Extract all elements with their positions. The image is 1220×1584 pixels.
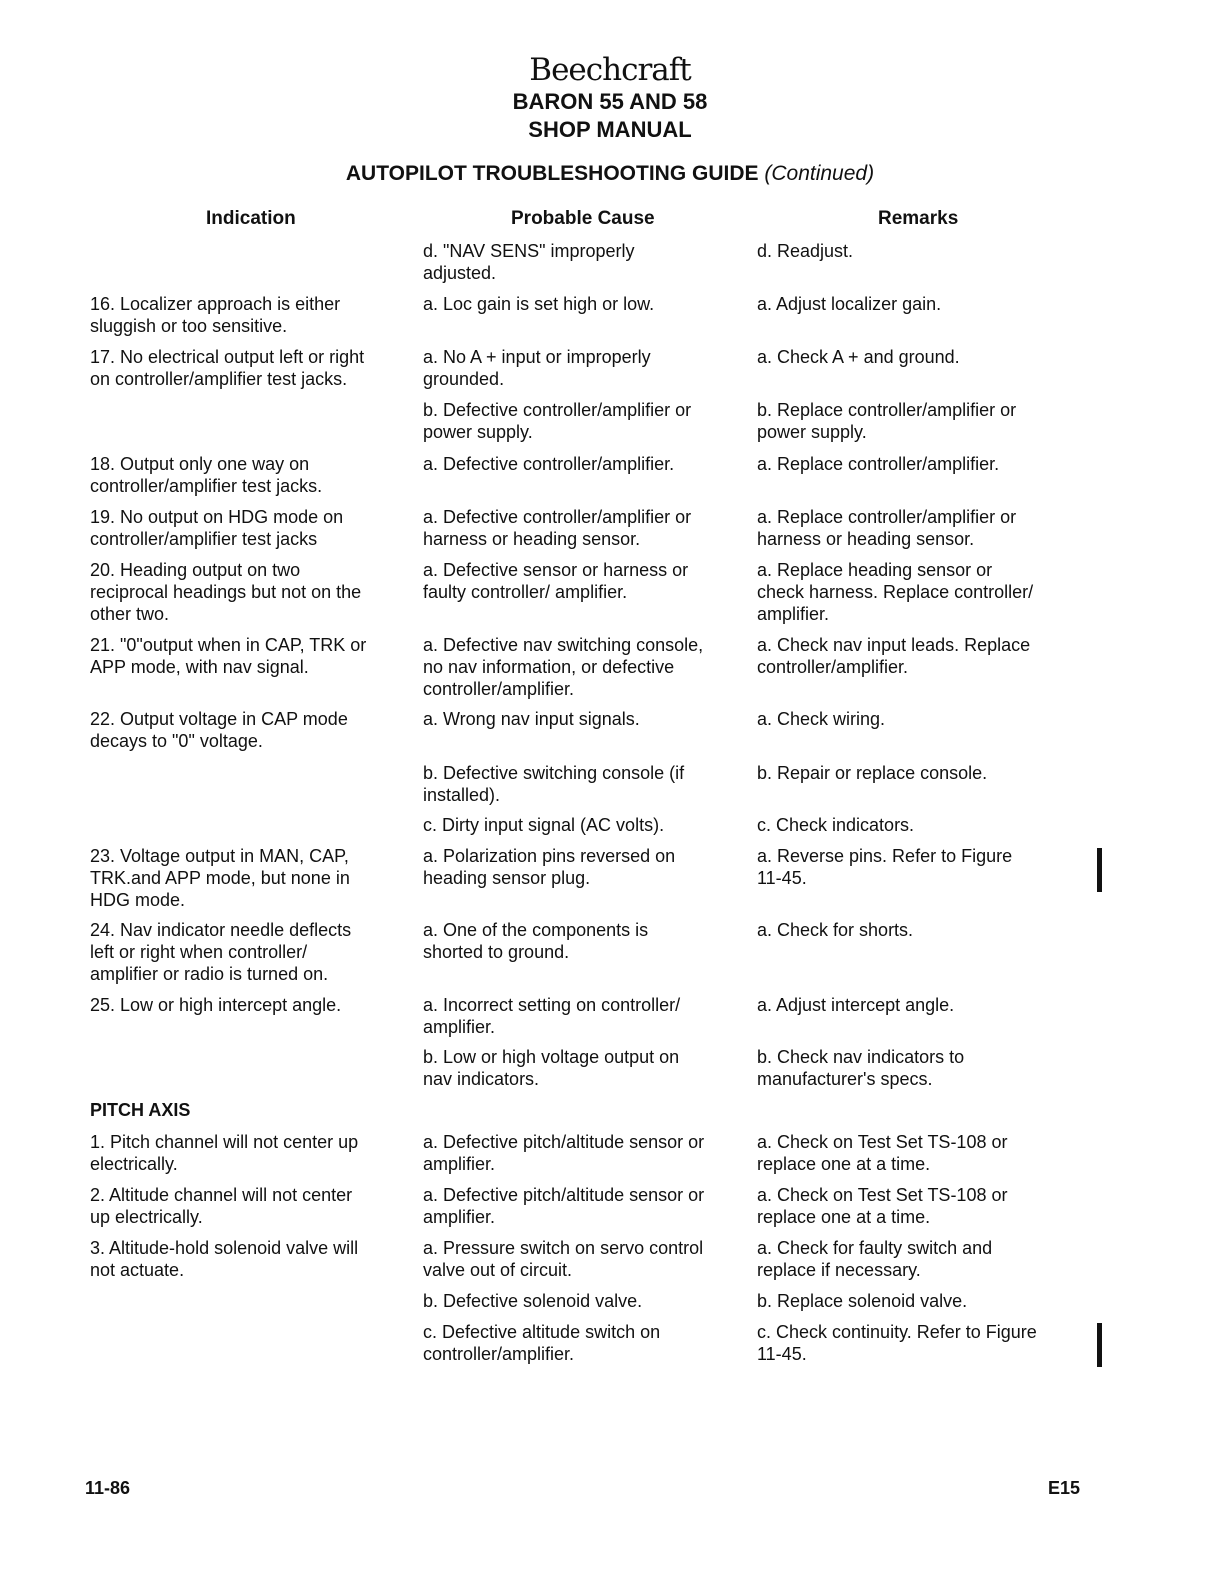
- change-bar: [1097, 848, 1102, 892]
- table-cell-remarks: a. Replace controller/amplifier or harness or heading sensor.: [757, 507, 1017, 549]
- table-cell-remarks: c. Check indicators.: [757, 815, 915, 835]
- table-cell-remarks: b. Repair or replace console.: [757, 763, 988, 783]
- table-cell-remarks: a. Check on Test Set TS-108 or replace one at a time.: [757, 1185, 1008, 1227]
- table-cell-cause: a. Defective pitch/altitude sensor or amplifier.: [423, 1185, 705, 1227]
- table-cell-cause: a. No A + input or improperly grounded.: [423, 347, 651, 389]
- beechcraft-logo: Beechcraft: [529, 52, 691, 88]
- table-cell-cause: a. Defective nav switching console, no nav information, or defective controller/amplifier.: [423, 635, 704, 699]
- table-cell-cause: b. Defective switching console (if installed).: [423, 763, 685, 805]
- table-cell-remarks: b. Check nav indicators to manufacturer's specs.: [757, 1047, 965, 1089]
- table-cell-indication: 18. Output only one way on controller/amplifier test jacks.: [90, 454, 323, 496]
- column-header-cause: Probable Cause: [511, 208, 655, 229]
- change-bar: [1097, 1323, 1102, 1367]
- table-cell-indication: 17. No electrical output left or right on controller/amplifier test jacks.: [90, 347, 365, 389]
- table-cell-remarks: a. Replace controller/amplifier.: [757, 454, 1000, 474]
- table-cell-cause: b. Low or high voltage output on nav indicators.: [423, 1047, 680, 1089]
- table-cell-cause: a. Defective controller/amplifier.: [423, 454, 675, 474]
- page-title: [0, 162, 1220, 186]
- table-cell-remarks: a. Check A + and ground.: [757, 347, 960, 367]
- table-cell-indication: 1. Pitch channel will not center up electrically.: [90, 1132, 359, 1174]
- table-cell-indication: 23. Voltage output in MAN, CAP, TRK.and APP mode, but none in HDG mode.: [90, 846, 350, 910]
- table-cell-cause: a. Polarization pins reversed on heading sensor plug.: [423, 846, 676, 888]
- table-cell-remarks: a. Reverse pins. Refer to Figure 11-45.: [757, 846, 1013, 888]
- table-cell-cause: a. Loc gain is set high or low.: [423, 294, 655, 314]
- table-cell-remarks: a. Check nav input leads. Replace controller/amplifier.: [757, 635, 1031, 677]
- table-cell-remarks: b. Replace controller/amplifier or power supply.: [757, 400, 1017, 442]
- guide-title: AUTOPILOT TROUBLESHOOTING GUIDE: [345, 162, 759, 185]
- table-cell-cause: b. Defective controller/amplifier or power supply.: [423, 400, 692, 442]
- table-cell-cause: d. "NAV SENS" improperly adjusted.: [423, 241, 635, 283]
- manual-title: SHOP MANUAL: [528, 117, 692, 142]
- table-cell-cause: c. Dirty input signal (AC volts).: [423, 815, 665, 835]
- table-cell-indication: 2. Altitude channel will not center up electrically.: [90, 1185, 353, 1227]
- table-cell-remarks: d. Readjust.: [757, 241, 854, 261]
- revision-code: E15: [1048, 1478, 1081, 1498]
- table-cell-cause: c. Defective altitude switch on controller/amplifier.: [423, 1322, 661, 1364]
- table-cell-remarks: a. Check for faulty switch and replace if necessary.: [757, 1238, 993, 1280]
- table-cell-remarks: a. Check on Test Set TS-108 or replace one at a time.: [757, 1132, 1008, 1174]
- continued-label: (Continued): [764, 162, 875, 185]
- table-cell-cause: a. One of the components is shorted to ground.: [423, 920, 649, 962]
- table-cell-indication: 3. Altitude-hold solenoid valve will not actuate.: [90, 1238, 359, 1280]
- table-cell-remarks: a. Adjust localizer gain.: [757, 294, 942, 314]
- table-cell-cause: b. Defective solenoid valve.: [423, 1291, 643, 1311]
- page-number: 11-86: [85, 1478, 131, 1498]
- column-header-indication: Indication: [206, 208, 296, 229]
- table-cell-indication: 24. Nav indicator needle deflects left or right when controller/ amplifier or radio is turned on.: [90, 920, 352, 984]
- table-cell-indication: 20. Heading output on two reciprocal headings but not on the other two.: [90, 560, 362, 624]
- table-cell-indication: 21. "0"output when in CAP, TRK or APP mode, with nav signal.: [90, 635, 367, 677]
- table-cell-indication: 22. Output voltage in CAP mode decays to "0" voltage.: [90, 709, 348, 751]
- table-cell-remarks: a. Check wiring.: [757, 709, 886, 729]
- table-cell-remarks: a. Check for shorts.: [757, 920, 914, 940]
- table-cell-indication: 19. No output on HDG mode on controller/amplifier test jacks: [90, 507, 344, 549]
- table-cell-cause: a. Incorrect setting on controller/ amplifier.: [423, 995, 681, 1037]
- section-heading-pitch-axis: PITCH AXIS: [90, 1100, 191, 1120]
- table-cell-cause: a. Wrong nav input signals.: [423, 709, 640, 729]
- table-cell-remarks: b. Replace solenoid valve.: [757, 1291, 968, 1311]
- table-cell-cause: a. Defective sensor or harness or faulty controller/ amplifier.: [423, 560, 689, 602]
- table-cell-indication: 16. Localizer approach is either sluggish or too sensitive.: [90, 294, 341, 336]
- table-cell-remarks: c. Check continuity. Refer to Figure 11-45.: [757, 1322, 1037, 1364]
- column-header-remarks: Remarks: [878, 208, 959, 229]
- table-cell-remarks: a. Replace heading sensor or check harness. Replace controller/ amplifier.: [757, 560, 1034, 624]
- model-title: BARON 55 AND 58: [512, 89, 708, 114]
- table-cell-indication: 25. Low or high intercept angle.: [90, 995, 342, 1015]
- table-cell-cause: a. Defective controller/amplifier or harness or heading sensor.: [423, 507, 692, 549]
- table-cell-remarks: a. Adjust intercept angle.: [757, 995, 955, 1015]
- table-cell-cause: a. Pressure switch on servo control valve out of circuit.: [423, 1238, 704, 1280]
- table-cell-cause: a. Defective pitch/altitude sensor or amplifier.: [423, 1132, 705, 1174]
